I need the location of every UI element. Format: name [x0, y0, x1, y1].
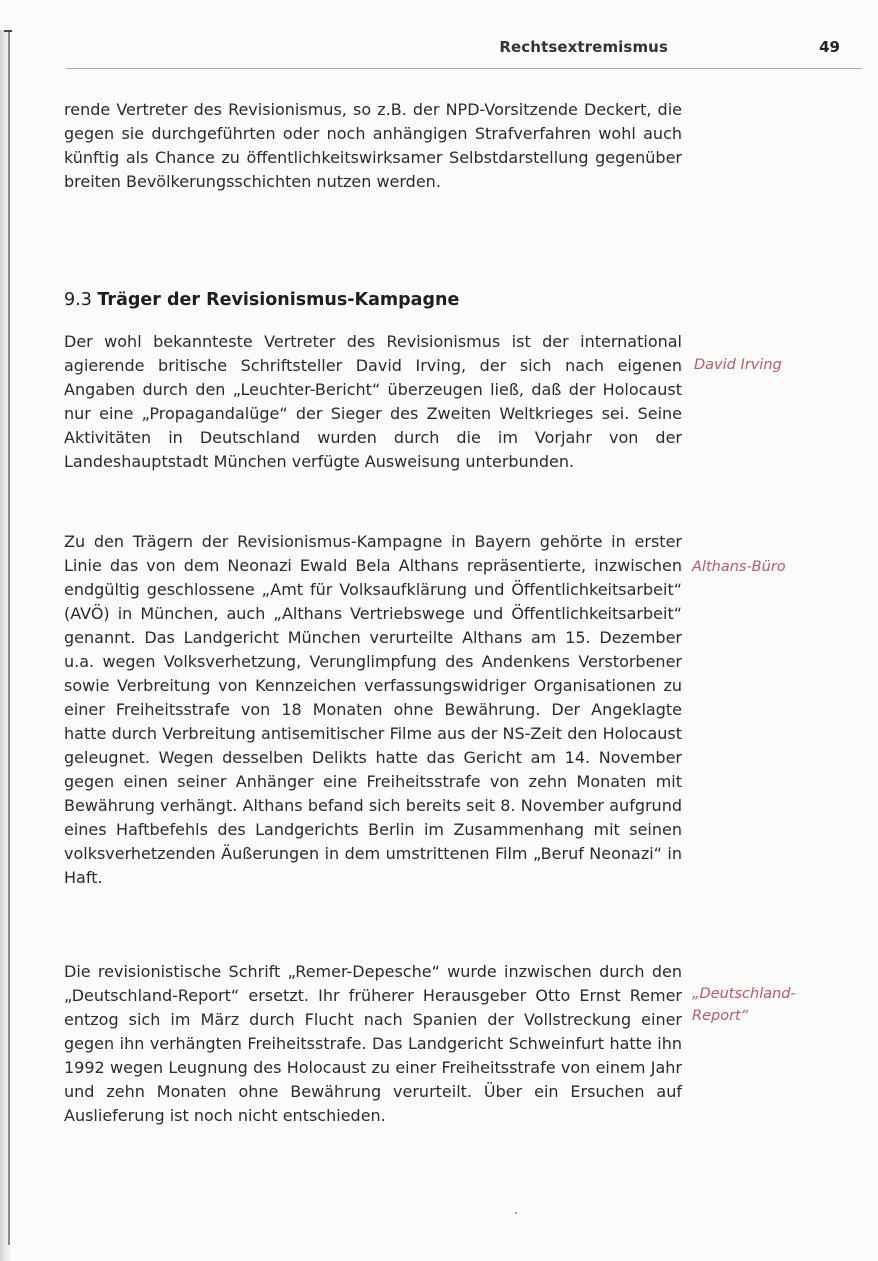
section-title: Träger der Revisionismus-Kampagne	[97, 290, 460, 310]
body-paragraph	[64, 98, 682, 194]
binding-tick	[4, 30, 12, 32]
margin-note: David Irving	[694, 357, 782, 373]
section-number: 9.3	[64, 290, 92, 310]
margin-note-line: Report“	[692, 1008, 749, 1024]
section-heading	[64, 286, 682, 314]
page-number: 49	[819, 38, 840, 56]
paragraph-text: rende Vertreter des Revisionismus, so z.B. der NPD-Vorsitzende Deckert, die gegen sie durchgeführten oder noch anhängigen Strafverfahren wohl auch künftig als Chance zu öffentlichkeitswirksamer Selbstdarstellung gegenüber breiten Bevölkerungsschichten nutzen werden.	[64, 100, 682, 191]
body-paragraph	[64, 530, 682, 890]
body-paragraph	[64, 330, 682, 474]
margin-note	[692, 983, 842, 1027]
margin-note: Althans-Büro	[692, 559, 786, 575]
body-paragraph	[64, 960, 682, 1128]
paragraph-text: Zu den Trägern der Revisionismus-Kampagne in Bayern gehörte in erster Linie das von dem Neonazi Ewald Bela Althans repräsentierte, inzwischen endgültig geschlossene „Amt für Volksaufklärung und Öffentlichkeitsarbeit“ (AVÖ) in München, auch „Althans Vertriebswege und Öffentlichkeitsarbeit“ genannt. Das Landgericht München verurteilte Althans am 15. Dezember u.a. wegen Volksverhetzung, Verunglimpfung des Andenkens Verstorbener sowie Verbreitung von Kennzeichen verfassungswidriger Organisationen zu einer Freiheitsstrafe von 18 Monaten ohne Bewährung. Der Angeklagte hatte durch Verbreitung antisemitischer Filme aus der NS-Zeit den Holocaust geleugnet. Wegen desselben Delikts hatte das Gericht am 14. November gegen einen seiner Anhänger eine Freiheitsstrafe von zehn Monaten mit Bewährung verhängt. Althans befand sich bereits seit 8. November aufgrund eines Haftbefehls des Landgerichts Berlin im Zusammenhang mit seinen volksverhetzenden Äußerungen in dem umstrittenen Film „Beruf Neonazi“ in Haft.	[64, 532, 682, 887]
margin-note-line: „Deutschland-	[692, 986, 796, 1002]
binding-line	[8, 30, 10, 1245]
running-title: Rechtsextremismus	[499, 38, 668, 56]
paragraph-text: Der wohl bekannteste Vertreter des Revisionismus ist der international agierende britische Schriftsteller David Irving, der sich nach eigenen Angaben durch den „Leuchter-Bericht“ überzeugen ließ, daß der Holocaust nur eine „Propagandalüge“ der Sieger des Zweiten Weltkrieges sei. Seine Aktivitäten in Deutschland wurden durch die im Vorjahr von der Landeshauptstadt München verfügte Ausweisung unterbunden.	[64, 332, 682, 471]
paragraph-text: Die revisionistische Schrift „Remer-Depesche“ wurde inzwischen durch den „Deutschland-Report“ ersetzt. Ihr früherer Herausgeber Otto Ernst Remer entzog sich im März durch Flucht nach Spanien der Vollstreckung einer gegen ihn verhängten Freiheitsstrafe. Das Landgericht Schweinfurt hatte ihn 1992 wegen Leugnung des Holocaust zu einer Freiheitsstrafe von einem Jahr und zehn Monaten ohne Bewährung verurteilt. Über ein Ersuchen auf Auslieferung ist noch nicht entschieden.	[64, 962, 682, 1125]
running-header	[66, 38, 862, 69]
scan-speck	[515, 1212, 517, 1214]
